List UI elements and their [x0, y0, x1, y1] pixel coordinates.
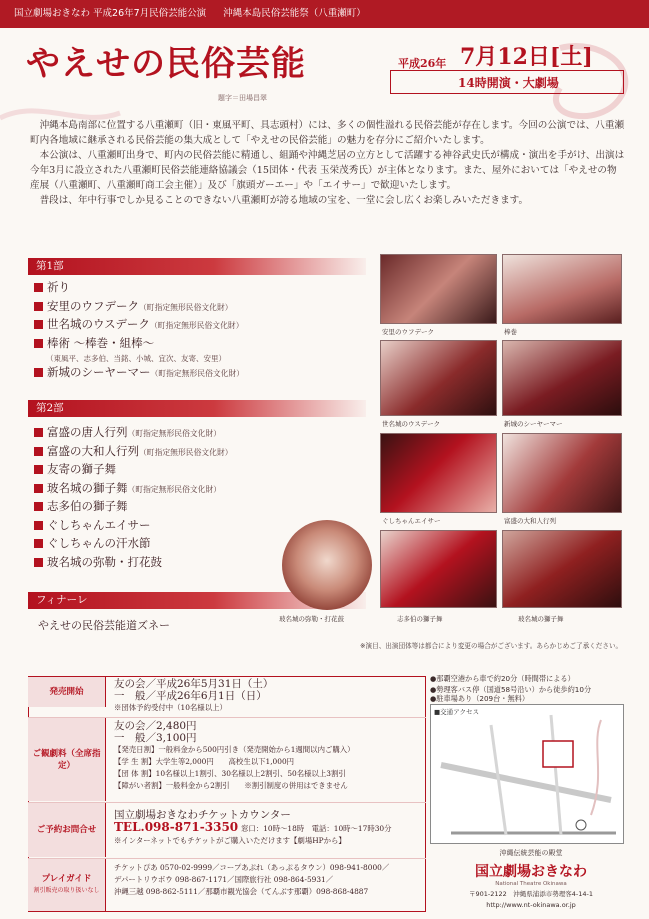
photo-shitahaku — [380, 530, 497, 608]
access-note: ●勢理客バス停（国道58号沿い）から徒歩約10分 — [430, 685, 592, 694]
program-item: 世名城のウスデーク（町指定無形民俗文化財） — [34, 316, 244, 335]
photo-caption: 世名城のウスデーク — [382, 420, 441, 428]
program-item: ぐしちゃんの汗水節 — [34, 535, 233, 554]
contact-name: 国立劇場おきなわチケットカウンター — [114, 809, 291, 821]
sale-label: 発売開始 — [28, 677, 106, 707]
intro-text — [30, 118, 625, 208]
price-line: 一 般／3,100円 — [114, 732, 197, 744]
program-item: 友寄の獅子舞 — [34, 461, 233, 480]
discount-line: 【発売日割】一般料金から500円引き（発売開始から1週間以内ご購入） — [114, 745, 355, 754]
notice-text: ※演目、出演団体等は都合により変更の場合がございます。あらかじめご了承ください。 — [360, 642, 623, 650]
main-title: やえせの民俗芸能 — [26, 44, 306, 84]
footer-org: 沖縄伝統芸能の殿堂 — [499, 849, 563, 857]
discount-line: 【団 体 割】10名様以上1割引、30名様以上2割引、50名様以上3割引 — [114, 769, 346, 778]
guide-values — [114, 862, 389, 898]
photo-hanagusuku — [502, 530, 622, 608]
finale-heading: フィナーレ — [28, 592, 366, 609]
photo-yonagusuku — [380, 340, 497, 416]
photo-bomaki — [502, 254, 622, 324]
footer-name: 国立劇場おきなわ — [475, 864, 587, 880]
program-subnote: （東風平、志多伯、当銘、小城、宜次、友寄、安里） — [46, 354, 226, 363]
photo-caption: 富盛の大和人行列 — [504, 517, 556, 525]
photo-caption: 安里のウフデーク — [382, 328, 434, 336]
contact-hours: 窓口：10時～18時 電話：10時～17時30分 — [241, 824, 392, 833]
program-item: 玻名城の弥勒・打花鼓 — [34, 554, 233, 573]
access-note: ●那覇空港から車で約20分（時間帯による） — [430, 674, 575, 683]
access-note: ●駐車場あり（209台・無料） — [430, 694, 530, 703]
program-item: 富盛の大和人行列（町指定無形民俗文化財） — [34, 443, 233, 462]
access-map — [430, 704, 624, 844]
sale-line: 一 般／平成26年6月1日（日） — [114, 690, 267, 702]
photo-miruku — [282, 520, 372, 610]
theatre-marker — [543, 741, 573, 767]
discount-line: 【学 生 割】大学生等2,000円 高校生以下1,000円 — [114, 757, 295, 766]
footer-url: http://www.nt-okinawa.or.jp — [486, 901, 576, 909]
contact-web-note: ※インターネットでもチケットがご購入いただけます【劇場HPから】 — [114, 836, 346, 845]
guide-label — [28, 859, 106, 911]
photo-caption: 棒巻 — [504, 328, 517, 336]
part1-heading: 第1部 — [28, 258, 366, 275]
photo-caption: 志多伯の獅子舞 — [397, 615, 443, 623]
part2-heading: 第2部 — [28, 400, 366, 417]
contact-phone: TEL.098-871-3350 — [114, 820, 239, 834]
photo-yamato — [502, 433, 622, 513]
route-marker — [576, 820, 586, 830]
program-item: 新城のシーヤーマー（町指定無形民俗文化財） — [34, 364, 244, 383]
guide-line: 沖縄三越 098-862-5111／那覇市観光協会（てんぶす那覇）098-868-4887 — [114, 887, 369, 896]
guide-label-text: プレイガイド — [41, 874, 92, 884]
guide-line: デパートリウボウ 098-867-1171／国際旅行社 098-864-5931／ — [114, 875, 334, 884]
sale-note: ※団体予約受付中（10名様以上） — [114, 703, 227, 712]
intro-paragraph: 本公演は、八重瀬町出身で、町内の民俗芸能に精通し、組踊や沖縄芝居の立方として活躍する神谷武史氏が構成・演出を手がけ、出演は今年3月に設立された八重瀬町民俗芸能連絡協議会（15団体・代表 玉栄茂秀氏）が主体となります。また、屋外においては「やえせの物産展（八重瀬町、八重瀬町商工会主催）」及び「旗頭ガーエー」や「エイサー」で歓迎いたします。 — [30, 150, 625, 191]
intro-paragraph: 普段は、年中行事でしか見ることのできない八重瀬町が誇る地域の宝を、一堂に会し広くお楽しみいただきます。 — [39, 195, 529, 206]
photo-caption: 玻名城の弥勒・打花鼓 — [279, 615, 344, 623]
program-item: 志多伯の獅子舞 — [34, 498, 233, 517]
program-item: 祈り — [34, 279, 244, 298]
program-item: 棒術 ～棒巻・組棒～ — [34, 335, 244, 354]
series-subtitle: 沖縄本島民俗芸能祭（八重瀬町） — [223, 8, 366, 19]
photo-caption: ぐしちゃんエイサー — [382, 517, 441, 525]
footer-logo — [436, 848, 626, 909]
guide-line: チケットぴあ 0570-02-9999／コープあぷれ（あっぷるタウン）098-941-8000／ — [114, 863, 390, 872]
program-item: 富盛の唐人行列（町指定無形民俗文化財） — [34, 424, 233, 443]
photo-asato — [380, 254, 497, 324]
photo-caption: 新城のシーヤーマー — [504, 420, 563, 428]
date-day: 7月12日[土] — [460, 44, 593, 70]
map-drawing — [431, 705, 621, 841]
intro-paragraph: 沖縄本島南部に位置する八重瀬町（旧・東風平町、具志頭村）には、多くの個性溢れる民俗芸能が存在します。今回の公演では、八重瀬町内各地域に継承される民俗芸能の集大成として「やえせの民俗芸能」の魅力を存分にご紹介いたします。 — [30, 120, 625, 146]
price-line: 友の会／2,480円 — [114, 720, 197, 732]
map-title: ■交通アクセス — [434, 708, 479, 716]
series-text: 国立劇場おきなわ 平成26年7月民俗芸能公演 — [14, 8, 207, 19]
finale-item: やえせの民俗芸能道ズネー — [38, 619, 170, 632]
sale-values — [114, 678, 273, 714]
footer-address: 〒901-2122 沖縄県浦添市勢理客4-14-1 — [468, 890, 594, 898]
contact-values — [114, 809, 392, 847]
program-item: 安里のウフデーク（町指定無形民俗文化財） — [34, 298, 244, 317]
footer-en: National Theatre Okinawa — [495, 881, 567, 887]
discount-line: 【障がい者割】一般料金から2割引 ※割引制度の併用はできません — [114, 781, 348, 790]
part2-list — [34, 424, 233, 572]
date-time: 14時開演・大劇場 — [458, 76, 559, 90]
sale-line: 友の会／平成26年5月31日（土） — [114, 678, 274, 690]
contact-label: ご予約お問合せ — [28, 803, 106, 857]
date-era: 平成26年 — [398, 57, 447, 70]
program-item: ぐしちゃんエイサー — [34, 517, 233, 536]
access-notes-top — [430, 673, 575, 684]
price-values — [114, 720, 355, 792]
program-item: 玻名城の獅子舞（町指定無形民俗文化財） — [34, 480, 233, 499]
part1-list — [34, 279, 244, 383]
title-credit: 題字＝田場昌翠 — [218, 94, 267, 102]
access-notes-bottom — [430, 693, 529, 704]
header-bar — [0, 0, 649, 28]
photo-arakaki — [502, 340, 622, 416]
price-label: ご観劇料（全席指定） — [28, 718, 106, 801]
photo-caption: 玻名城の獅子舞 — [518, 615, 564, 623]
photo-eisa — [380, 433, 497, 513]
guide-sublabel: 割引販売の取り扱いなし — [33, 887, 100, 894]
